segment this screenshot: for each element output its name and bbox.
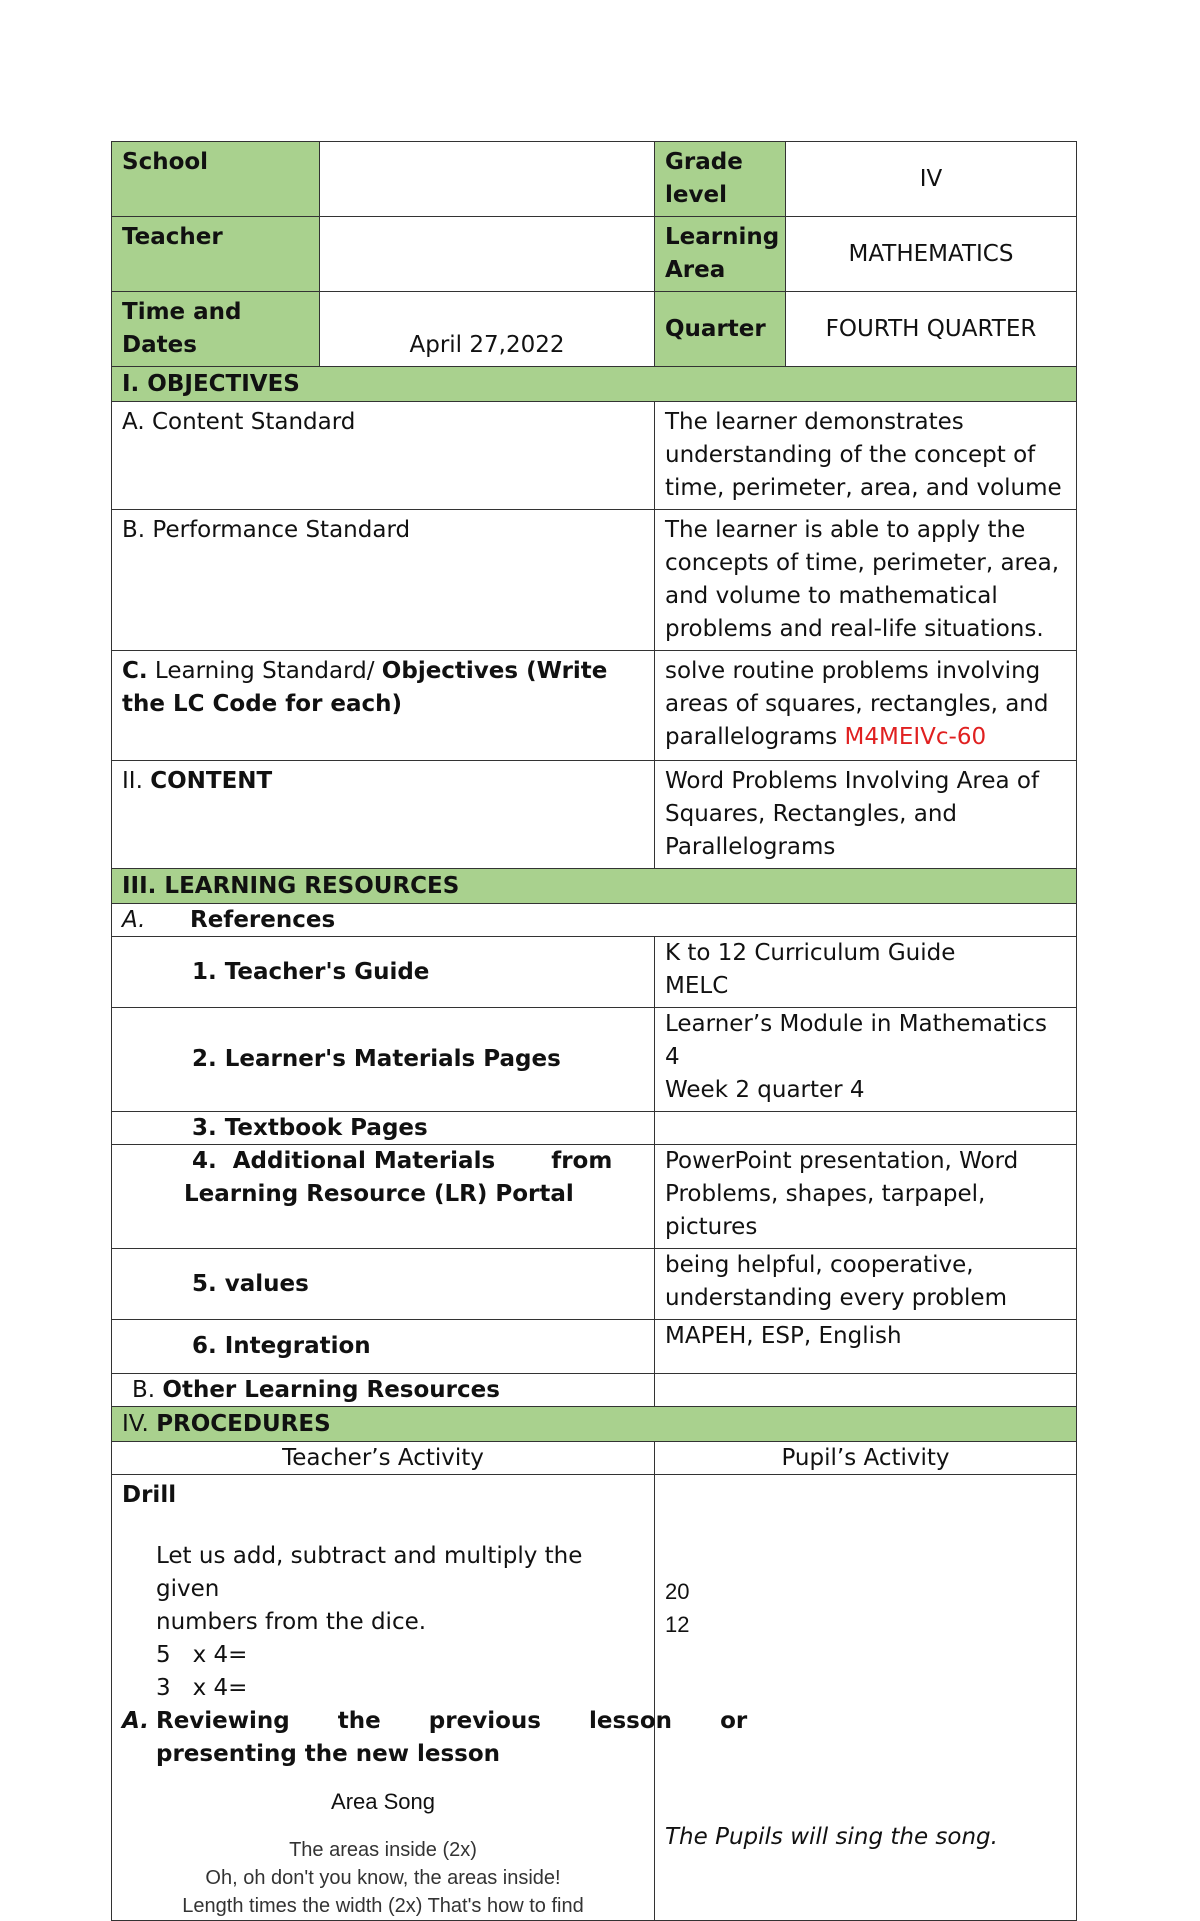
resource-value-line: Learner’s Module in Mathematics 4: [665, 1011, 1047, 1070]
drill-text: Let us add, subtract and multiply the given: [156, 1543, 583, 1602]
resource-label: 5. values: [112, 1249, 655, 1320]
performance-standard-row: [112, 510, 1077, 651]
resource-value-line: being helpful, cooperative,: [665, 1252, 974, 1278]
resource-value-line: K to 12 Curriculum Guide: [665, 940, 956, 966]
song-line: Oh, oh don't you know, the areas inside!: [205, 1867, 561, 1889]
review-prefix: A.: [122, 1708, 149, 1734]
content-value: Word Problems Involving Area of Squares, Rectangles, and Parallelograms: [655, 761, 1077, 869]
drill-answer: 12: [665, 1612, 690, 1637]
header-row-teacher: [112, 217, 1077, 292]
drill-equation: 3 x 4=: [156, 1675, 248, 1701]
pupil-activity-header: Pupil’s Activity: [655, 1442, 1077, 1475]
procedures-title: [112, 1407, 1077, 1442]
resource-value: [655, 1112, 1077, 1145]
content-label: [112, 761, 655, 869]
content-standard-value: The learner demonstrates understanding of the concept of time, perimeter, area, and volume: [655, 402, 1077, 510]
procedures-section: [112, 1407, 1077, 1442]
lc-code: M4MEIVc-60: [844, 724, 987, 750]
resource-value: MAPEH, ESP, English: [655, 1320, 1077, 1374]
teacher-label: Teacher: [112, 217, 320, 292]
song-line: The areas inside (2x): [289, 1839, 477, 1861]
quarter-value: FOURTH QUARTER: [786, 292, 1077, 367]
learning-standard-prefix: C.: [122, 658, 148, 684]
review-line: Reviewing the previous lesson or: [156, 1708, 748, 1734]
objectives-title: I. OBJECTIVES: [112, 367, 1077, 402]
learning-standard-text: solve routine problems involving areas of squares, rectangles, and parallelograms: [665, 658, 1049, 750]
resource-value: [655, 937, 1077, 1008]
resource-row-learners-materials: [112, 1008, 1077, 1112]
pupil-sing-text: The Pupils will sing the song.: [665, 1824, 998, 1850]
other-resources-value: [655, 1374, 1077, 1407]
references-label: References: [190, 907, 336, 933]
song-title: Area Song: [331, 1789, 435, 1814]
resources-section: [112, 869, 1077, 904]
teacher-value: [320, 217, 655, 292]
quarter-label: Quarter: [655, 292, 786, 367]
resource-label: [112, 1145, 655, 1249]
resource-label-line: 4. Additional Materials from: [192, 1148, 613, 1174]
drill-label: Drill: [122, 1482, 177, 1508]
procedures-prefix: IV.: [122, 1411, 157, 1437]
song-line: Length times the width (2x) That's how to find: [182, 1895, 584, 1917]
references-prefix: A.: [122, 907, 146, 933]
other-resources-prefix: B.: [132, 1377, 156, 1403]
grade-value: IV: [786, 142, 1077, 217]
resource-row-teachers-guide: [112, 937, 1077, 1008]
learning-standard-objectives: Objectives (Write the LC Code for each): [122, 658, 608, 717]
resource-value: [655, 1008, 1077, 1112]
resource-label: 6. Integration: [112, 1320, 655, 1374]
procedures-header-row: [112, 1442, 1077, 1475]
learning-standard-row: [112, 651, 1077, 761]
resource-label: 3. Textbook Pages: [112, 1112, 655, 1145]
resource-label: 1. Teacher's Guide: [112, 937, 655, 1008]
procedures-bold: PROCEDURES: [156, 1411, 331, 1437]
resource-value-line: PowerPoint presentation, Word: [665, 1148, 1019, 1174]
grade-label: Grade level: [655, 142, 786, 217]
performance-standard-label: B. Performance Standard: [112, 510, 655, 651]
header-row-time: [112, 292, 1077, 367]
area-value: MATHEMATICS: [786, 217, 1077, 292]
other-resources-row: [112, 1374, 1077, 1407]
resource-row-values: [112, 1249, 1077, 1320]
resource-row-textbook: [112, 1112, 1077, 1145]
resource-value-line: understanding every problem: [665, 1285, 1007, 1311]
resource-value: [655, 1145, 1077, 1249]
drill-answer: 20: [665, 1579, 690, 1604]
time-label: Time and Dates: [112, 292, 320, 367]
resource-label: 2. Learner's Materials Pages: [112, 1008, 655, 1112]
resource-value: [655, 1249, 1077, 1320]
drill-text: numbers from the dice.: [156, 1609, 427, 1635]
lesson-plan-table: [111, 141, 1077, 1921]
other-resources-label: [112, 1374, 655, 1407]
content-standard-label: A. Content Standard: [112, 402, 655, 510]
procedures-body-row: [112, 1475, 1077, 1921]
learning-standard-mid: Learning Standard/: [147, 658, 382, 684]
time-value: April 27,2022: [320, 292, 655, 367]
teacher-activity-header: Teacher’s Activity: [112, 1442, 655, 1475]
content-label-bold: CONTENT: [150, 768, 273, 794]
school-value: [320, 142, 655, 217]
resource-value-line: MELC: [665, 973, 729, 999]
objectives-section: [112, 367, 1077, 402]
header-row-school: [112, 142, 1077, 217]
content-row: [112, 761, 1077, 869]
resource-label-line: Learning Resource (LR) Portal: [184, 1181, 574, 1207]
resource-row-additional: [112, 1145, 1077, 1249]
resources-title: III. LEARNING RESOURCES: [112, 869, 1077, 904]
references-cell: [112, 904, 1077, 937]
resource-value-line: Week 2 quarter 4: [665, 1077, 865, 1103]
learning-standard-label: [112, 651, 655, 761]
resource-value-line: Problems, shapes, tarpapel, pictures: [665, 1181, 986, 1240]
drill-equation: 5 x 4=: [156, 1642, 248, 1668]
lesson-plan: [111, 141, 1076, 1921]
learning-standard-value: [655, 651, 1077, 761]
references-row: [112, 904, 1077, 937]
content-label-prefix: II.: [122, 768, 151, 794]
school-label: School: [112, 142, 320, 217]
review-heading: [122, 1705, 748, 1738]
performance-standard-value: The learner is able to apply the concepts of time, perimeter, area, and volume to mathematical problems and real-life situations.: [655, 510, 1077, 651]
review-line: presenting the new lesson: [156, 1741, 501, 1767]
resource-row-integration: [112, 1320, 1077, 1374]
pupil-activity-cell: [655, 1475, 1077, 1921]
other-resources-text: Other Learning Resources: [162, 1377, 500, 1403]
area-label: Learning Area: [655, 217, 786, 292]
content-standard-row: [112, 402, 1077, 510]
